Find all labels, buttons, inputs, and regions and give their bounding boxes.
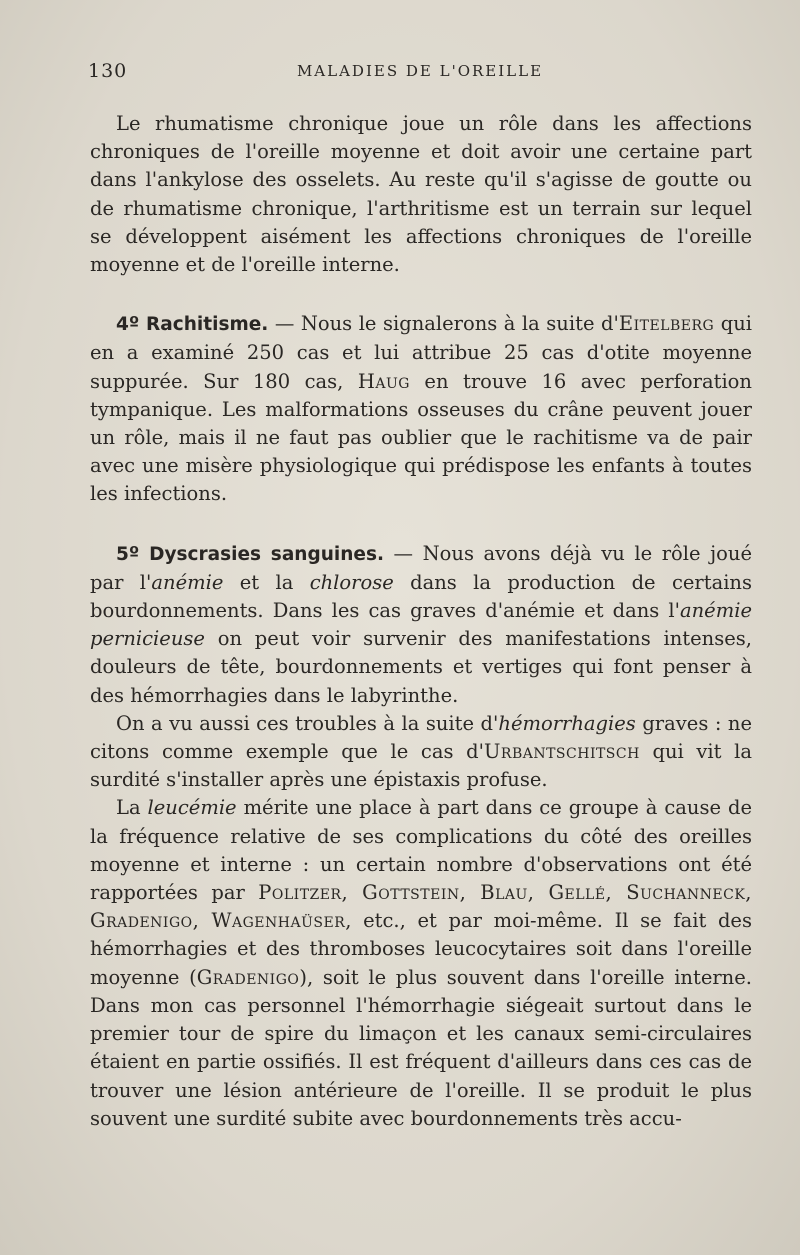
author-name: Eitelberg: [618, 312, 715, 336]
italic-term: anémie pernicieuse: [90, 599, 752, 651]
paragraph-dyscrasies: 5º Dyscrasies sanguines. — Nous avons déjà vu le rôle joué par l'anémie et la chlorose dans la production de certains bourdonnements. Dans les cas graves d'anémie et dans l'anémie pernicieuse on peut voir survenir des manifestations intenses, douleurs de tête, bourdonnements et vertiges qui font penser à des hémorrhagies dans le labyrinthe.: [90, 541, 752, 707]
italic-term: hémorrhagies: [498, 711, 636, 735]
page-number: 130: [88, 60, 128, 82]
paragraph-rhumatisme: Le rhumatisme chronique joue un rôle dans les affections chroniques de l'oreille moyenne et doit avoir une certaine part dans l'ankylose des osselets. Au reste qu'il s'agisse de goutte ou de rhumatisme chronique, l'arthritisme est un terrain sur lequel se développent aisément les affections chroniques de l'oreille moyenne et de l'oreille interne.: [90, 112, 752, 277]
section-heading-rachitisme: 4º Rachitisme.: [116, 314, 269, 336]
paragraph-leucemie: La leucémie mérite une place à part dans ce groupe à cause de la fréquence relative de ses complications du côté des oreilles moyenne et interne : un certain nombre d'observations ont été rapportées par Politzer, Gottstein, Blau, Gellé, Suchanneck, Gradenigo, Wagenhaüser, etc., et par moi-même. Il se fait des hémorrhagies et des thromboses leucocytaires soit dans l'oreille moyenne (Gradenigo), soit le plus souvent dans l'oreille interne. Dans mon cas personnel l'hémorrhagie siégeait surtout dans le premier tour de spire du limaçon et les canaux semi-circulaires étaient en partie ossifiés. Il est fréquent d'ailleurs dans ces cas de trouver une lésion antérieure de l'oreille. Il se produit le plus souvent une surdité subite avec bourdonnements très accu-: [90, 796, 753, 1130]
italic-term: leucémie: [147, 796, 237, 820]
author-name: Gradenigo: [196, 965, 300, 989]
paragraph-rachitisme: 4º Rachitisme. — Nous le signalerons à la suite d'Eitelberg qui en a examiné 250 cas et lui attribue 25 cas d'otite moyenne suppurée. Sur 180 cas, Haug en trouve 16 avec perforation tympanique. Les malformations osseuses du crâne peuvent jouer un rôle, mais il ne faut pas oublier que le rachitisme va de pair avec une misère physiologique qui prédispose les enfants à toutes les infections.: [90, 312, 752, 506]
paragraph-hemorrhagies: On a vu aussi ces troubles à la suite d'hémorrhagies graves : ne citons comme exemple que le cas d'Urbantschitsch qui vit la surdité s'installer après une épistaxis profuse.: [90, 711, 753, 792]
italic-term: anémie: [151, 570, 224, 594]
section-heading-dyscrasies: 5º Dyscrasies sanguines.: [116, 543, 384, 565]
author-names: Politzer, Gottstein, Blau, Gellé, Suchanneck, Gradenigo, Wagenhaüser: [90, 881, 753, 933]
author-name: Haug: [357, 369, 410, 393]
author-name: Urbantschitsch: [483, 740, 640, 764]
page-header: [88, 60, 752, 90]
body-text: [90, 110, 752, 1133]
italic-term: chlorose: [309, 570, 394, 594]
running-title: MALADIES DE L'OREILLE: [296, 62, 544, 80]
